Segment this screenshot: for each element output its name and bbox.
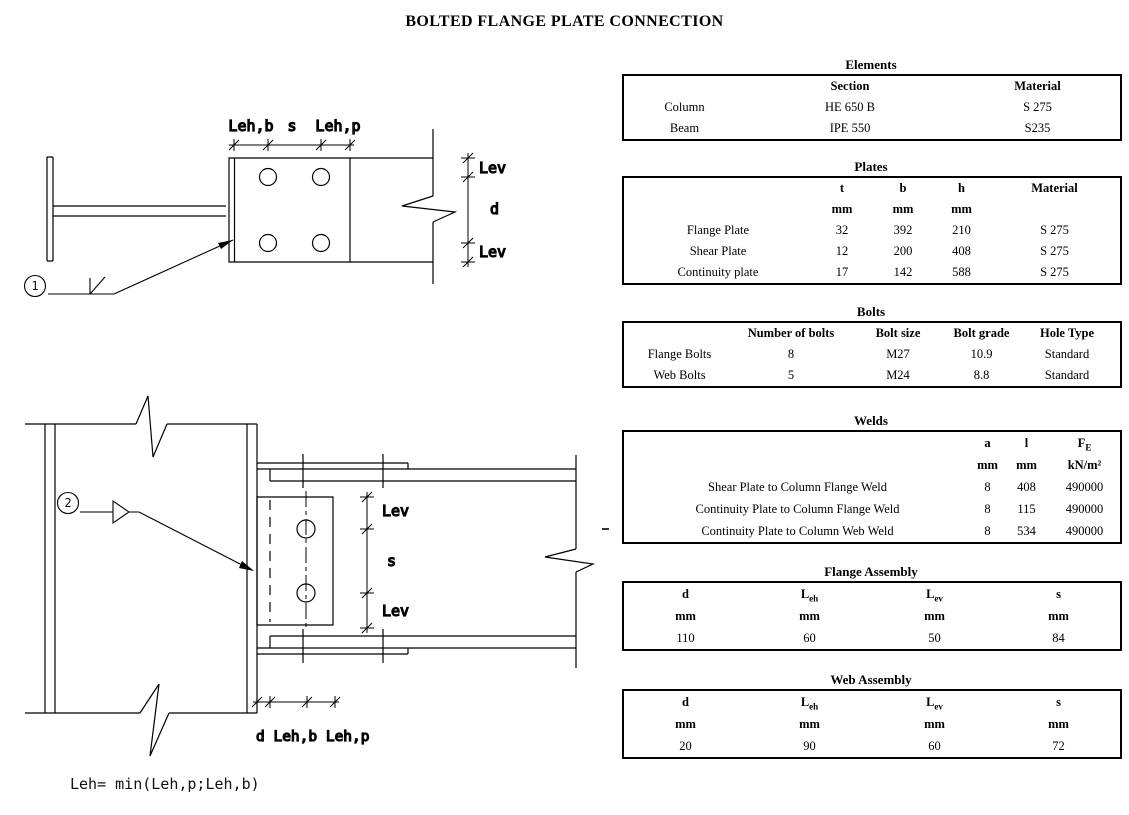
value-cell: 60 bbox=[803, 631, 816, 645]
col-header-grade: Bolt grade bbox=[953, 326, 1010, 340]
callout-2-number: 2 bbox=[64, 496, 72, 510]
unit-cell: mm bbox=[977, 458, 998, 472]
table-title: Web Assembly bbox=[830, 672, 912, 687]
table-row bbox=[623, 97, 1121, 118]
column-elevation-profile bbox=[25, 424, 257, 713]
col-header-h: h bbox=[958, 181, 965, 195]
col-header-blank bbox=[623, 431, 971, 454]
value-cell: 60 bbox=[928, 739, 941, 753]
header-row bbox=[623, 690, 1121, 713]
flange-bolt-hole bbox=[313, 169, 330, 186]
value-cell: IPE 550 bbox=[829, 121, 871, 135]
table-row bbox=[623, 241, 1121, 262]
units-row bbox=[623, 454, 1121, 476]
value-cell: 490000 bbox=[1065, 480, 1104, 494]
shear-plate-outline bbox=[257, 497, 333, 625]
bottom-drawing-elevation-view bbox=[25, 396, 609, 756]
value-cell: 210 bbox=[952, 223, 971, 237]
dim-label-bottom: d Leh,b Leh,p bbox=[256, 729, 370, 745]
weld-leader-line bbox=[80, 501, 242, 565]
unit-cell: mm bbox=[1048, 717, 1069, 731]
col-header-s: s bbox=[1056, 695, 1061, 709]
value-cell: S 275 bbox=[1023, 100, 1052, 114]
unit-cell: mm bbox=[831, 202, 853, 216]
dim-label-lev-top: Lev bbox=[479, 159, 507, 177]
unit-cell: mm bbox=[892, 202, 914, 216]
col-header-material: Material bbox=[1031, 181, 1078, 195]
value-cell: 534 bbox=[1017, 524, 1036, 538]
col-header-hole: Hole Type bbox=[1039, 326, 1095, 340]
value-cell: 8 bbox=[787, 347, 795, 361]
dim-label-leh-b: Leh,b bbox=[228, 117, 274, 135]
dimension-bottom-horizontal bbox=[252, 696, 340, 708]
value-cell: 110 bbox=[676, 631, 695, 645]
dim-label-d: d bbox=[490, 200, 500, 218]
unit-cell: mm bbox=[951, 202, 972, 216]
table-row bbox=[623, 627, 1121, 650]
dim-label-lev-top: Lev bbox=[382, 502, 410, 520]
flange-bolt-hole bbox=[260, 235, 277, 252]
header-row bbox=[623, 75, 1121, 97]
col-header-blank bbox=[623, 322, 735, 344]
unit-cell bbox=[623, 199, 812, 220]
header-row bbox=[623, 322, 1121, 344]
dim-label-s: s bbox=[287, 117, 297, 135]
unit-cell: mm bbox=[675, 717, 696, 731]
value-cell: Standard bbox=[1044, 368, 1090, 382]
row-label: Flange Plate bbox=[686, 223, 750, 237]
column-break-symbols bbox=[136, 396, 169, 756]
table-row bbox=[623, 262, 1121, 284]
header-row bbox=[623, 582, 1121, 605]
value-cell: 8 bbox=[984, 524, 991, 538]
table-row bbox=[623, 365, 1121, 387]
leader-arrowhead bbox=[218, 240, 233, 249]
table-title: Elements bbox=[845, 57, 897, 72]
value-cell: 84 bbox=[1052, 631, 1065, 645]
row-label: Flange Bolts bbox=[647, 347, 712, 361]
edge-distance-formula: Leh= min(Leh,p;Leh,b) bbox=[70, 775, 260, 793]
column-plan-profile bbox=[47, 157, 226, 261]
unit-cell: mm bbox=[799, 609, 820, 623]
value-cell: 115 bbox=[1017, 502, 1036, 516]
unit-cell: mm bbox=[924, 717, 945, 731]
unit-cell: mm bbox=[924, 609, 945, 623]
col-header-fe: $F_E$ bbox=[1077, 436, 1092, 453]
table-row bbox=[623, 220, 1121, 241]
value-cell: 72 bbox=[1052, 739, 1065, 753]
unit-cell: mm bbox=[1016, 458, 1037, 472]
value-cell: 8.8 bbox=[973, 368, 990, 382]
value-cell: HE 650 B bbox=[825, 100, 875, 114]
unit-cell: mm bbox=[1048, 609, 1069, 623]
dim-label-lev-bottom: Lev bbox=[382, 602, 410, 620]
col-header-t: t bbox=[839, 181, 845, 195]
table-title: Flange Assembly bbox=[824, 564, 918, 579]
header-row bbox=[623, 177, 1121, 199]
weld-leader-line bbox=[48, 240, 233, 294]
col-header-lev: $L_{ev}$ bbox=[926, 695, 943, 712]
value-cell: 142 bbox=[893, 265, 913, 279]
unit-cell bbox=[623, 454, 971, 476]
row-label: Shear Plate to Column Flange Weld bbox=[708, 480, 887, 494]
value-cell: 200 bbox=[893, 244, 913, 258]
col-header-section: Section bbox=[830, 79, 870, 93]
dimension-right-vertical bbox=[461, 153, 475, 267]
col-header-blank bbox=[623, 177, 812, 199]
beam-break-symbol bbox=[402, 196, 455, 222]
unit-cell: mm bbox=[675, 609, 696, 623]
dim-label-lev-bottom: Lev bbox=[479, 243, 507, 261]
value-cell: 20 bbox=[679, 739, 692, 753]
value-cell: 8 bbox=[984, 502, 991, 516]
table-row bbox=[623, 498, 1121, 520]
elements-table bbox=[622, 57, 1120, 141]
table-title: Welds bbox=[854, 413, 888, 428]
row-label: Shear Plate bbox=[689, 244, 747, 258]
col-header-d: d bbox=[682, 695, 689, 709]
row-label: Column bbox=[664, 100, 705, 114]
value-cell: S 275 bbox=[1040, 223, 1069, 237]
col-header-l: l bbox=[1024, 436, 1029, 450]
value-cell: 90 bbox=[803, 739, 816, 753]
beam-edges bbox=[350, 129, 433, 284]
value-cell: 32 bbox=[835, 223, 849, 237]
row-label: Web Bolts bbox=[653, 368, 706, 382]
dimension-top-horizontal bbox=[229, 139, 355, 151]
web-assembly-table bbox=[622, 672, 1120, 759]
table-row bbox=[623, 735, 1121, 758]
top-drawing-plan-view bbox=[25, 117, 507, 297]
col-header-lev: $L_{ev}$ bbox=[926, 587, 943, 604]
value-cell: S235 bbox=[1024, 121, 1051, 135]
table-row bbox=[623, 344, 1121, 365]
col-header-a: a bbox=[984, 436, 991, 450]
value-cell: 490000 bbox=[1065, 524, 1104, 538]
callout-1-number: 1 bbox=[31, 279, 39, 293]
units-row bbox=[623, 713, 1121, 735]
welds-table bbox=[622, 413, 1120, 544]
value-cell: S 275 bbox=[1040, 244, 1069, 258]
value-cell: 408 bbox=[952, 244, 971, 258]
value-cell: 392 bbox=[893, 223, 913, 237]
col-header-size: Bolt size bbox=[875, 326, 921, 340]
weld-callout-2 bbox=[58, 493, 255, 572]
beam-top-flange-assembly bbox=[257, 454, 576, 488]
bolts-table bbox=[622, 304, 1120, 388]
dim-label-leh-p: Leh,p bbox=[315, 117, 361, 135]
unit-cell: mm bbox=[799, 717, 820, 731]
col-header-material: Material bbox=[1014, 79, 1061, 93]
header-row bbox=[623, 431, 1121, 454]
col-header-leh: $L_{eh}$ bbox=[800, 695, 819, 712]
table-row bbox=[623, 520, 1121, 543]
dim-label-s: s bbox=[387, 552, 397, 570]
flange-bolt-hole bbox=[260, 169, 277, 186]
flange-bolt-hole bbox=[313, 235, 330, 252]
col-header-d: d bbox=[682, 587, 689, 601]
row-label: Continuity Plate to Column Flange Weld bbox=[695, 502, 900, 516]
row-label: Continuity Plate to Column Web Weld bbox=[701, 524, 894, 538]
value-cell: Standard bbox=[1044, 347, 1090, 361]
row-label: Beam bbox=[669, 121, 700, 135]
col-header-blank bbox=[623, 75, 745, 97]
col-header-s: s bbox=[1056, 587, 1061, 601]
value-cell: 8 bbox=[984, 480, 991, 494]
unit-cell bbox=[989, 199, 1121, 220]
value-cell: M27 bbox=[886, 347, 910, 361]
page-title: BOLTED FLANGE PLATE CONNECTION bbox=[405, 13, 724, 30]
value-cell: 10.9 bbox=[970, 347, 993, 361]
value-cell: 408 bbox=[1017, 480, 1036, 494]
value-cell: 588 bbox=[952, 265, 971, 279]
units-row bbox=[623, 199, 1121, 220]
row-label: Continuity plate bbox=[677, 265, 759, 279]
units-row bbox=[623, 605, 1121, 627]
value-cell: S 275 bbox=[1040, 265, 1069, 279]
value-cell: 490000 bbox=[1065, 502, 1104, 516]
weld-callout-1 bbox=[25, 240, 234, 297]
plates-table bbox=[622, 159, 1120, 285]
value-cell: 12 bbox=[835, 244, 849, 258]
dimension-shear-vertical bbox=[360, 492, 374, 633]
table-title: Bolts bbox=[856, 304, 886, 319]
col-header-b: b bbox=[899, 181, 907, 195]
beam-bottom-flange-assembly bbox=[257, 629, 576, 663]
flange-plate-outline bbox=[229, 158, 350, 262]
unit-cell: kN/m² bbox=[1067, 458, 1102, 472]
value-cell: M24 bbox=[886, 368, 910, 382]
table-row bbox=[623, 476, 1121, 498]
table-row bbox=[623, 118, 1121, 140]
col-header-leh: $L_{eh}$ bbox=[800, 587, 819, 604]
col-header-number: Number of bolts bbox=[747, 326, 835, 340]
value-cell: 5 bbox=[787, 368, 795, 382]
value-cell: 17 bbox=[835, 265, 849, 279]
flange-assembly-table bbox=[622, 564, 1120, 651]
table-title: Plates bbox=[854, 159, 888, 174]
value-cell: 50 bbox=[928, 631, 941, 645]
